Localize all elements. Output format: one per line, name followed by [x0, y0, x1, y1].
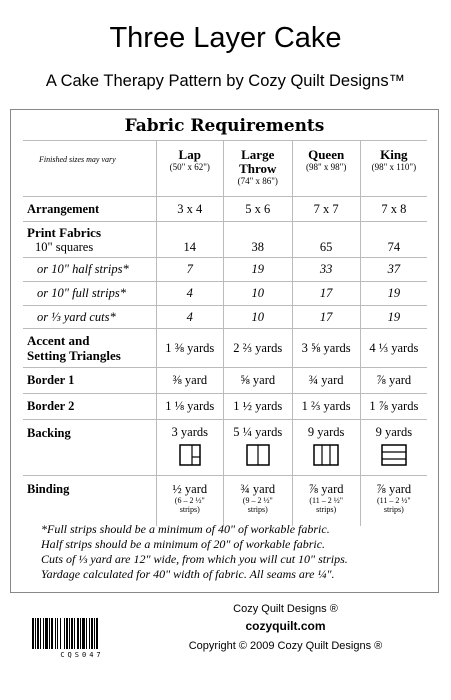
table-cell: 5 x 6	[223, 197, 292, 222]
row-label	[23, 222, 156, 258]
fabric-requirements-table	[23, 140, 427, 526]
print-fabrics-label: Print Fabrics	[27, 224, 102, 240]
size-dim: (98" x 98")	[305, 162, 347, 172]
row-label: or 10" half strips*	[23, 258, 156, 282]
table-row	[23, 222, 427, 258]
binding-strips-word: strips)	[383, 505, 404, 514]
barcode-text: CQS047	[60, 651, 104, 659]
backing-value: 3 yards	[171, 425, 208, 439]
table-row	[23, 420, 427, 476]
table-cell	[223, 476, 292, 526]
size-header	[156, 141, 223, 197]
binding-strips: (11 – 2 ½"	[377, 496, 411, 505]
table-cell: 33	[292, 258, 360, 282]
table-cell: 74	[360, 222, 427, 258]
size-header	[360, 141, 427, 197]
table-cell: 19	[360, 282, 427, 306]
table-cell: ⅞ yard	[360, 368, 427, 394]
accent-label-line1: Accent and	[27, 332, 90, 348]
table-cell: ¾ yard	[292, 368, 360, 394]
row-label: Binding	[23, 476, 156, 526]
row-label: or 10" full strips*	[23, 282, 156, 306]
table-cell: 10	[223, 306, 292, 329]
footnote-line: Cuts of ⅓ yard are 12" wide, from which you will cut 10" strips.	[41, 552, 348, 566]
table-cell	[360, 476, 427, 526]
table-cell: 1 ½ yards	[223, 394, 292, 420]
size-dim: (98" x 110")	[371, 162, 417, 172]
footnotes	[41, 522, 421, 582]
backing-layout-icon	[313, 444, 339, 466]
footnote-line: Yardage calculated for 40" width of fabric. All seams are ¼".	[41, 567, 335, 581]
table-cell: 38	[223, 222, 292, 258]
row-label: Border 2	[23, 394, 156, 420]
size-name: Queen	[308, 147, 345, 162]
size-header	[292, 141, 360, 197]
backing-value: 9 yards	[307, 425, 345, 439]
pattern-subtitle	[0, 72, 451, 91]
pattern-title: Three Layer Cake	[109, 22, 342, 54]
binding-value: ⅞ yard	[308, 482, 344, 496]
table-row	[23, 329, 427, 368]
table-cell: ⅝ yard	[223, 368, 292, 394]
sizes-note: Finished sizes may vary	[23, 141, 156, 197]
accent-label-line2: Setting Triangles	[27, 347, 121, 363]
footnote-line: *Full strips should be a minimum of 40" of workable fabric.	[41, 522, 330, 536]
requirements-heading: Fabric Requirements	[124, 116, 325, 136]
table-cell: 1 ⅜ yards	[156, 329, 223, 368]
size-name: Lap	[178, 147, 201, 162]
table-cell: 17	[292, 282, 360, 306]
binding-strips-word: strips)	[179, 505, 200, 514]
backing-value: 9 yards	[375, 425, 413, 439]
table-cell: 19	[360, 306, 427, 329]
row-label: Arrangement	[23, 197, 156, 222]
size-name: King	[380, 147, 408, 162]
table-cell: ⅜ yard	[156, 368, 223, 394]
table-cell: 4	[156, 282, 223, 306]
table-cell: 1 ⅔ yards	[292, 394, 360, 420]
binding-strips-word: strips)	[247, 505, 268, 514]
backing-layout-icon	[246, 444, 270, 466]
table-cell: 19	[223, 258, 292, 282]
table-cell: 14	[156, 222, 223, 258]
table-row	[23, 394, 427, 420]
binding-strips: (6 – 2 ½"	[174, 496, 205, 505]
subtitle-prefix: A	[45, 72, 61, 90]
subtitle-suffix: by Cozy Quilt Designs™	[221, 72, 406, 90]
backing-layout-icon	[179, 444, 201, 466]
backing-layout-icon	[381, 444, 407, 466]
row-label	[23, 329, 156, 368]
binding-value: ½ yard	[172, 482, 208, 496]
table-cell: 3 x 4	[156, 197, 223, 222]
table-cell: 2 ⅔ yards	[223, 329, 292, 368]
binding-strips: (9 – 2 ½"	[242, 496, 273, 505]
table-cell: 7	[156, 258, 223, 282]
table-cell: 1 ⅛ yards	[156, 394, 223, 420]
table-cell	[156, 476, 223, 526]
binding-strips-word: strips)	[316, 505, 337, 514]
squares-label: 10" squares	[35, 239, 94, 254]
table-cell: 7 x 8	[360, 197, 427, 222]
table-cell: 37	[360, 258, 427, 282]
subtitle-brand: Cake Therapy Pattern	[60, 72, 222, 90]
size-dim: (74" x 86")	[237, 176, 278, 186]
copyright: Copyright © 2009 Cozy Quilt Designs ®	[188, 640, 383, 652]
company-name: Cozy Quilt Designs ®	[233, 603, 338, 615]
backing-value: 5 ¼ yards	[233, 425, 283, 439]
table-cell: 1 ⅞ yards	[360, 394, 427, 420]
row-label: Border 1	[23, 368, 156, 394]
table-row	[23, 197, 427, 222]
binding-value: ⅞ yard	[376, 482, 412, 496]
table-cell: 10	[223, 282, 292, 306]
table-cell: 4	[156, 306, 223, 329]
row-label: or ⅓ yard cuts*	[23, 306, 156, 329]
row-label: Backing	[23, 420, 156, 476]
table-row	[23, 306, 427, 329]
table-cell: 17	[292, 306, 360, 329]
table-cell: 7 x 7	[292, 197, 360, 222]
size-name: Large Throw	[239, 147, 277, 176]
table-row	[23, 282, 427, 306]
table-cell	[292, 420, 360, 476]
table-cell	[360, 420, 427, 476]
table-row	[23, 258, 427, 282]
header-row	[23, 141, 427, 197]
table-cell: 3 ⅝ yards	[292, 329, 360, 368]
table-cell	[156, 420, 223, 476]
table-cell	[223, 420, 292, 476]
table-cell	[292, 476, 360, 526]
table-cell: 65	[292, 222, 360, 258]
footnote-line: Half strips should be a minimum of 20" of workable fabric.	[41, 537, 326, 551]
binding-value: ¾ yard	[240, 482, 276, 496]
size-dim: (50" x 62")	[169, 162, 210, 172]
size-header	[223, 141, 292, 197]
binding-strips: (11 – 2 ½"	[309, 496, 343, 505]
table-row	[23, 368, 427, 394]
company-website: cozyquilt.com	[245, 619, 326, 633]
table-row	[23, 476, 427, 526]
table-cell: 4 ⅓ yards	[360, 329, 427, 368]
